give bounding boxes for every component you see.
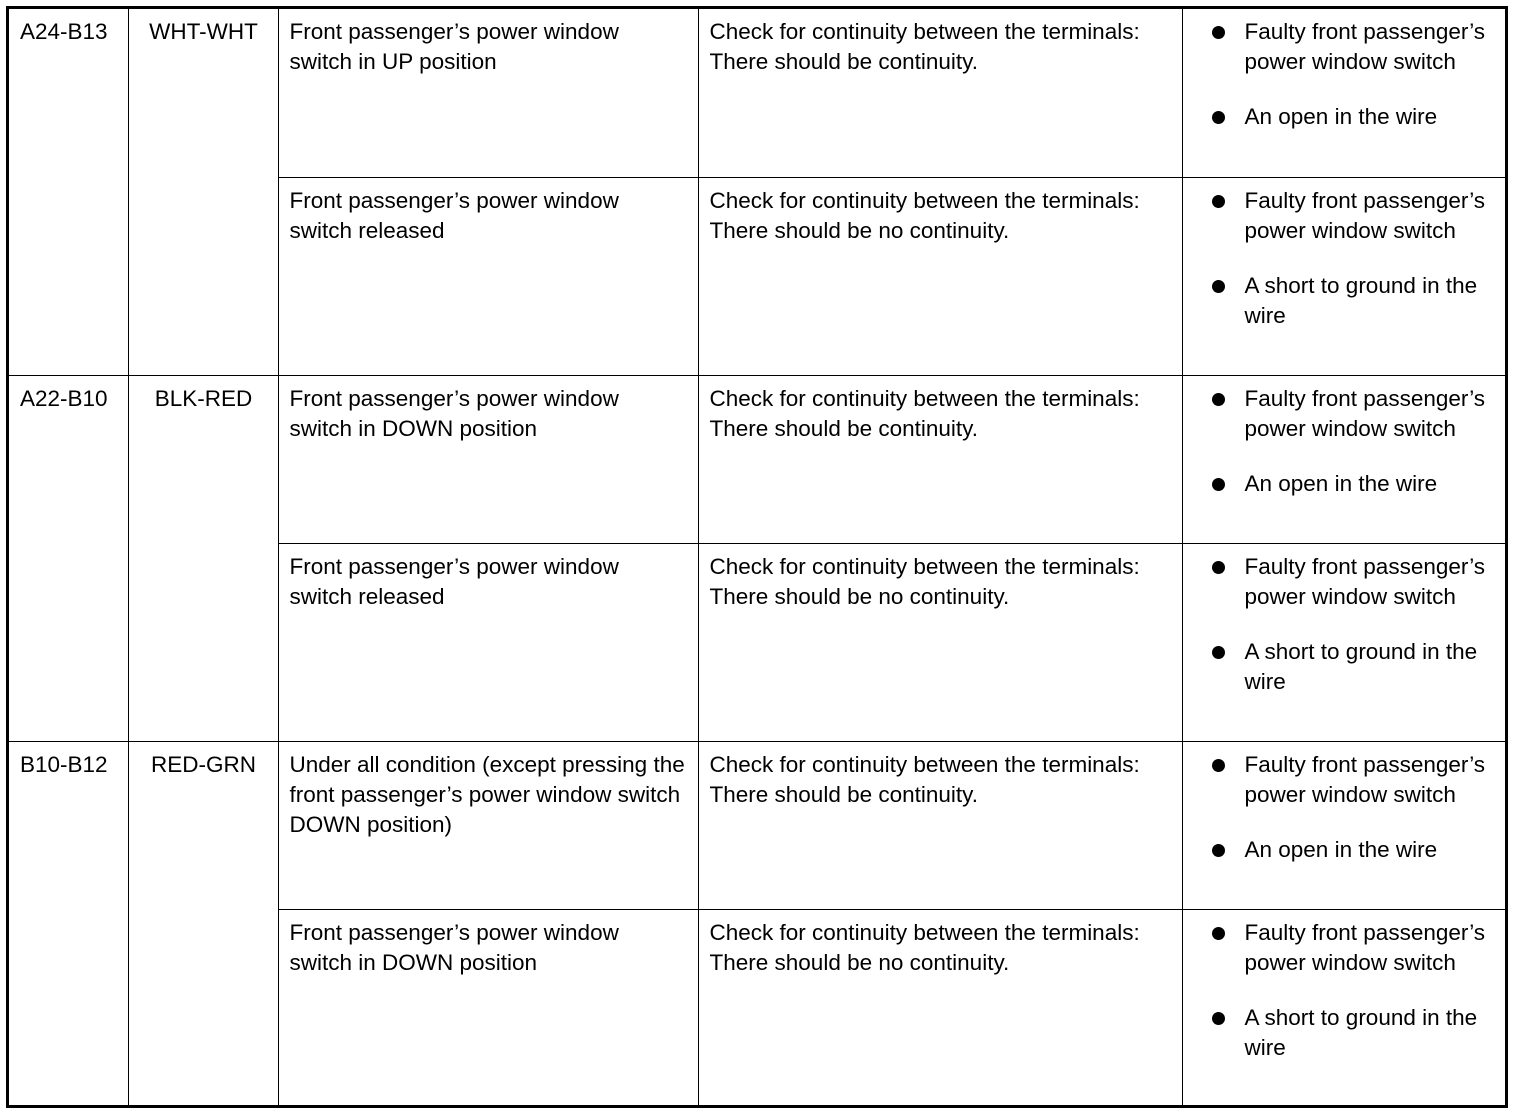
- condition-cell: Front passenger’s power window switch in DOWN position: [278, 375, 698, 543]
- possible-cause-cell: [1182, 741, 1505, 909]
- bullet-icon: [1212, 759, 1225, 772]
- specification-cell: Check for continuity between the terminals: There should be no continuity.: [698, 177, 1182, 375]
- cause-text: Faulty front passenger’s power window switch: [1244, 385, 1486, 441]
- possible-cause-cell: [1182, 177, 1505, 375]
- cause-text: Faulty front passenger’s power window switch: [1244, 553, 1486, 609]
- specification-cell: Check for continuity between the terminals: There should be no continuity.: [698, 909, 1182, 1107]
- cause-text: Faulty front passenger’s power window switch: [1244, 919, 1486, 975]
- wire-color-cell: WHT-WHT: [128, 9, 278, 375]
- list-item: [1194, 102, 1496, 132]
- bullet-icon: [1212, 927, 1225, 940]
- cause-text: An open in the wire: [1244, 470, 1438, 496]
- possible-cause-list: [1194, 384, 1496, 499]
- bullet-icon: [1212, 646, 1225, 659]
- possible-cause-list: [1194, 186, 1496, 331]
- bullet-icon: [1212, 844, 1225, 857]
- bullet-icon: [1212, 1012, 1225, 1025]
- bullet-icon: [1212, 561, 1225, 574]
- condition-cell: Front passenger’s power window switch released: [278, 543, 698, 741]
- terminal-cell: A24-B13: [9, 9, 128, 375]
- cause-text: Faulty front passenger’s power window switch: [1244, 19, 1486, 74]
- list-item: [1194, 1003, 1496, 1063]
- list-item: [1194, 186, 1496, 246]
- bullet-icon: [1212, 26, 1225, 39]
- specification-cell: Check for continuity between the terminals: There should be continuity.: [698, 9, 1182, 177]
- list-item: [1194, 835, 1496, 865]
- cause-text: Faulty front passenger’s power window switch: [1244, 187, 1486, 243]
- table-row: [9, 375, 1505, 543]
- terminal-cell: A22-B10: [9, 375, 128, 741]
- cause-text: A short to ground in the wire: [1244, 272, 1478, 328]
- list-item: [1194, 271, 1496, 331]
- terminal-cell: B10-B12: [9, 741, 128, 1107]
- possible-cause-cell: [1182, 909, 1505, 1107]
- cause-text: Faulty front passenger’s power window switch: [1244, 751, 1486, 807]
- list-item: [1194, 918, 1496, 978]
- bullet-icon: [1212, 393, 1225, 406]
- possible-cause-cell: [1182, 9, 1505, 177]
- list-item: [1194, 17, 1496, 77]
- cause-text: An open in the wire: [1244, 836, 1438, 862]
- table-row: [9, 741, 1505, 909]
- table-row: [9, 9, 1505, 177]
- bullet-icon: [1212, 280, 1225, 293]
- wire-color-cell: RED-GRN: [128, 741, 278, 1107]
- condition-cell: Front passenger’s power window switch in UP position: [278, 9, 698, 177]
- list-item: [1194, 637, 1496, 697]
- condition-cell: Front passenger’s power window switch released: [278, 177, 698, 375]
- bullet-icon: [1212, 195, 1225, 208]
- specification-cell: Check for continuity between the terminals: There should be continuity.: [698, 741, 1182, 909]
- bullet-icon: [1212, 111, 1225, 124]
- terminal-test-table: [9, 9, 1505, 1108]
- wire-color-cell: BLK-RED: [128, 375, 278, 741]
- terminal-test-table-frame: [6, 6, 1508, 1108]
- list-item: [1194, 552, 1496, 612]
- possible-cause-list: [1194, 552, 1496, 697]
- possible-cause-cell: [1182, 543, 1505, 741]
- bullet-icon: [1212, 478, 1225, 491]
- cause-text: An open in the wire: [1244, 104, 1438, 129]
- specification-cell: Check for continuity between the terminals: There should be no continuity.: [698, 543, 1182, 741]
- condition-cell: Front passenger’s power window switch in DOWN position: [278, 909, 698, 1107]
- possible-cause-cell: [1182, 375, 1505, 543]
- possible-cause-list: [1194, 17, 1496, 132]
- specification-cell: Check for continuity between the terminals: There should be continuity.: [698, 375, 1182, 543]
- list-item: [1194, 469, 1496, 499]
- list-item: [1194, 384, 1496, 444]
- list-item: [1194, 750, 1496, 810]
- possible-cause-list: [1194, 918, 1496, 1063]
- condition-cell: Under all condition (except pressing the front passenger’s power window switch DOWN position): [278, 741, 698, 909]
- cause-text: A short to ground in the wire: [1244, 1004, 1478, 1060]
- cause-text: A short to ground in the wire: [1244, 638, 1478, 694]
- possible-cause-list: [1194, 750, 1496, 865]
